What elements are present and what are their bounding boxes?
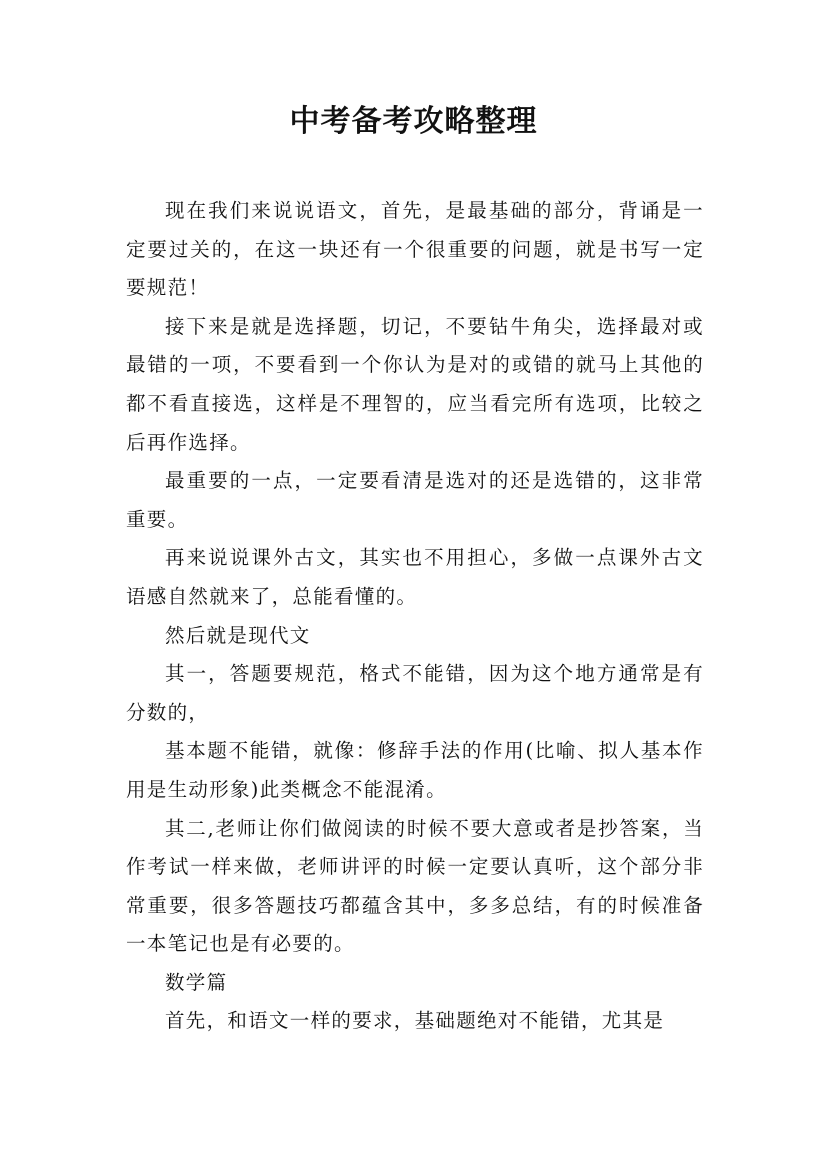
paragraph-reading-practice: 其二,老师让你们做阅读的时候不要大意或者是抄答案，当作考试一样来做，老师讲评的时候一定要认真听，这个部分非常重要，很多答题技巧都蕴含其中，多多总结，有的时候准备一本笔记也是有必要的。 bbox=[126, 816, 704, 956]
paragraph-modern-text-heading: 然后就是现代文 bbox=[165, 623, 311, 647]
document-body bbox=[126, 192, 704, 1041]
paragraph-classical-chinese: 再来说说课外古文，其实也不用担心，多做一点课外古文语感自然就来了，总能看懂的。 bbox=[126, 546, 704, 608]
paragraph-multiple-choice: 接下来是就是选择题，切记，不要钻牛角尖，选择最对或最错的一项，不要看到一个你认为是对的或错的就马上其他的都不看直接选，这样是不理智的，应当看完所有选项，比较之后再作选择。 bbox=[126, 314, 704, 454]
paragraph-math-basics: 首先，和语文一样的要求，基础题绝对不能错，尤其是 bbox=[165, 1009, 665, 1033]
paragraph-answer-format: 其一，答题要规范，格式不能错，因为这个地方通常是有分数的， bbox=[126, 662, 704, 724]
paragraph-basic-questions: 基本题不能错，就像：修辞手法的作用(比喻、拟人基本作用是生动形象)此类概念不能混淆。 bbox=[126, 739, 704, 801]
document-title: 中考备考攻略整理 bbox=[289, 104, 538, 139]
paragraph-read-carefully: 最重要的一点，一定要看清是选对的还是选错的，这非常重要。 bbox=[126, 469, 704, 531]
paragraph-math-heading: 数学篇 bbox=[165, 970, 228, 994]
paragraph-chinese-basics: 现在我们来说说语文，首先，是最基础的部分，背诵是一定要过关的，在这一块还有一个很重要的问题，就是书写一定要规范！ bbox=[126, 199, 704, 300]
